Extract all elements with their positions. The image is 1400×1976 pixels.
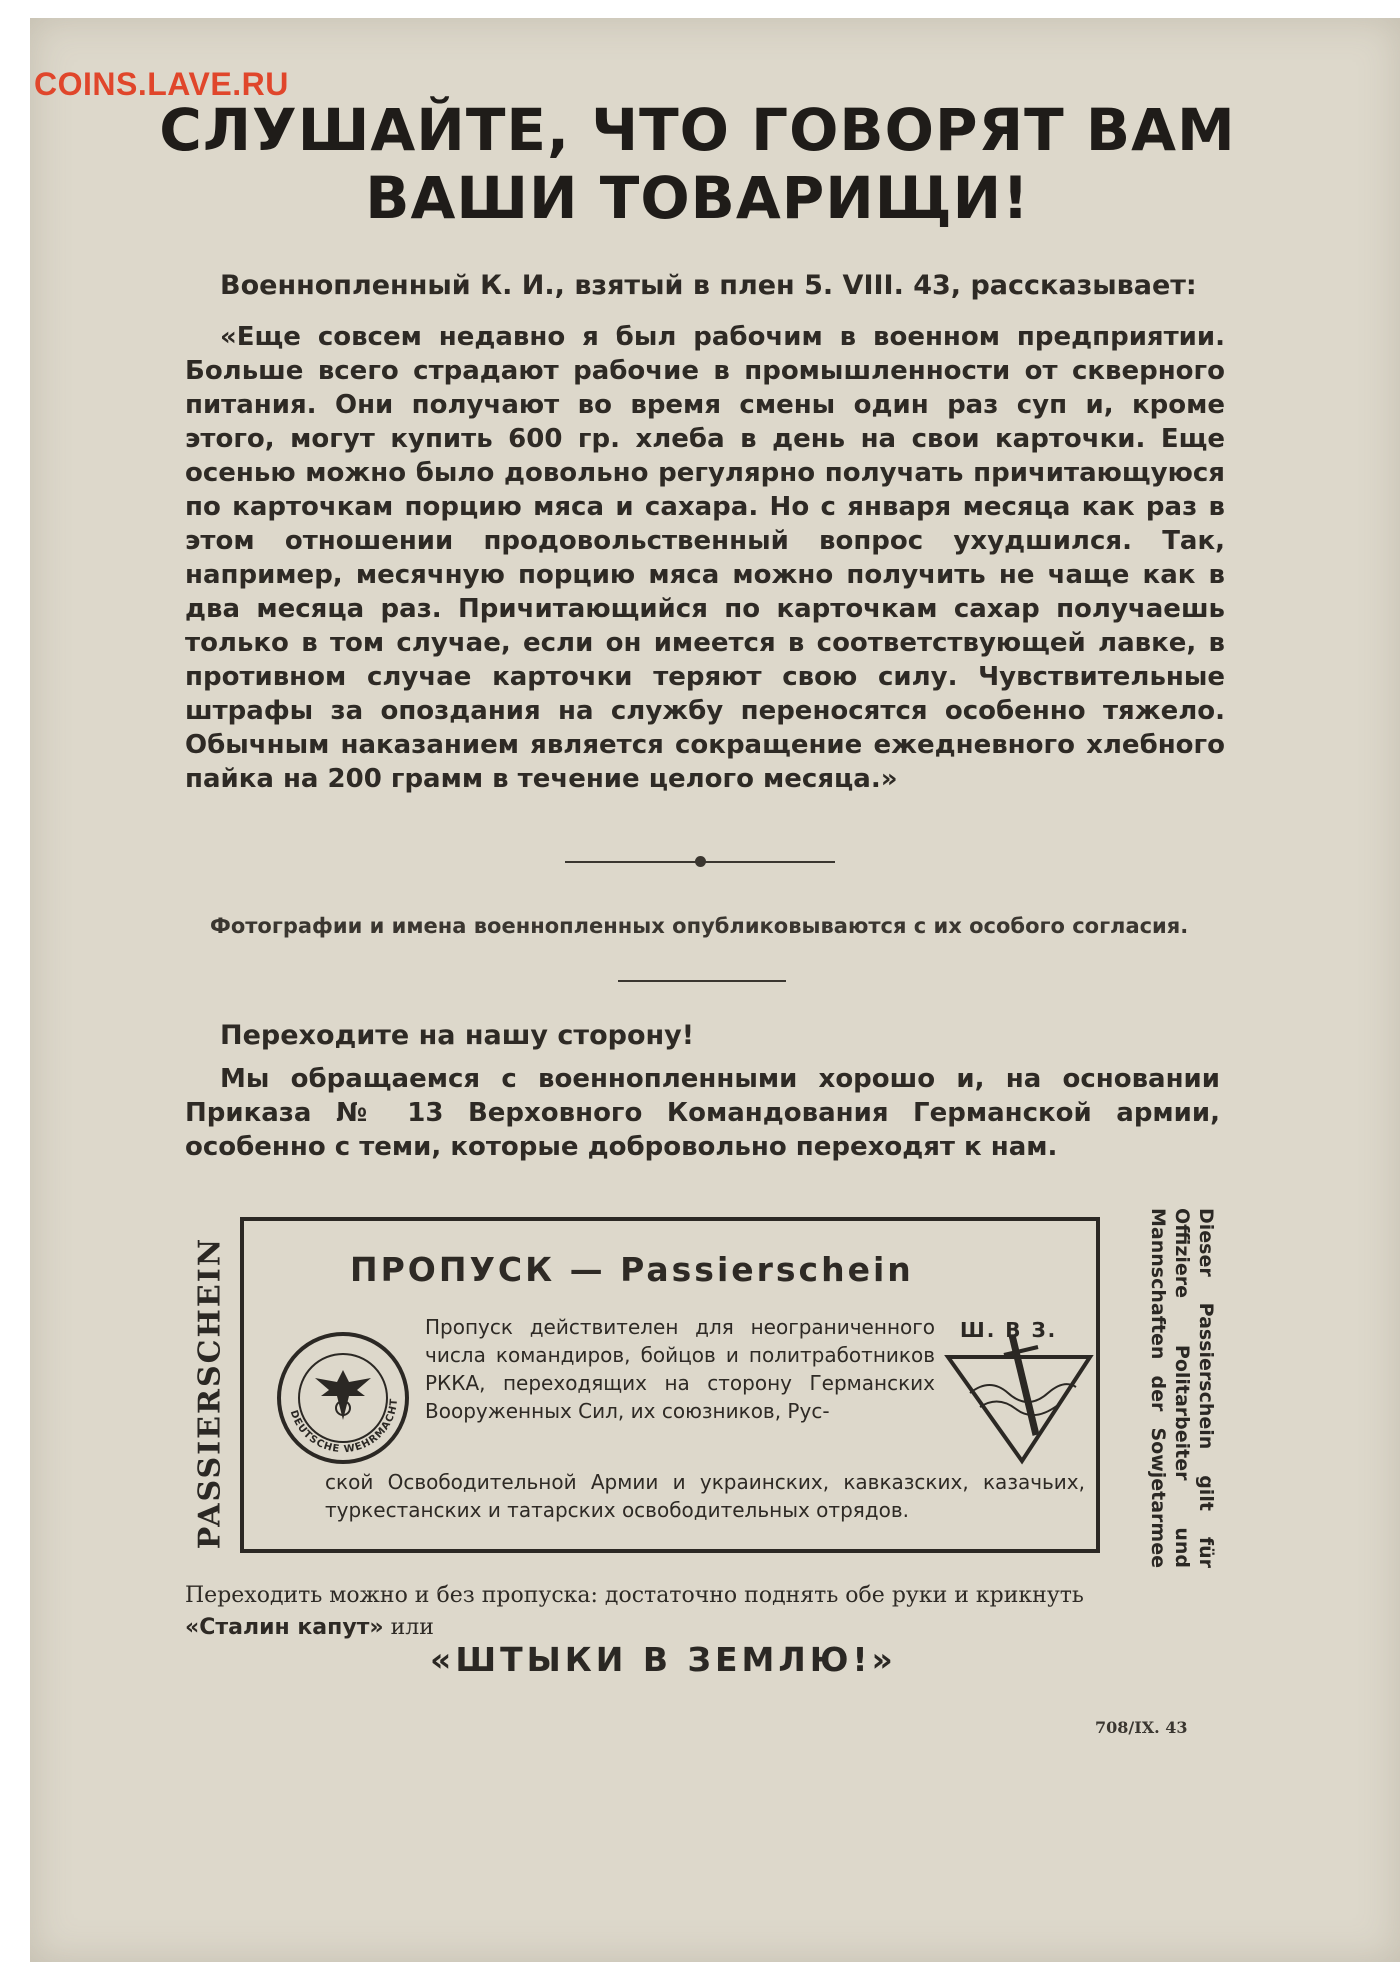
pass-title: ПРОПУСК — Passierschein (350, 1250, 914, 1289)
footer-line-1: Переходить можно и без пропуска: достаточно поднять обе руки и крикнуть (185, 1583, 1084, 1608)
wehrmacht-seal-icon (275, 1330, 411, 1466)
shield-label: Ш. В З. (960, 1318, 1058, 1342)
consent-note: Фотографии и имена военнопленных опубликовываются с их особого согласия. (210, 914, 1189, 938)
pass-side-text-block (1128, 1208, 1218, 1568)
pass-text-upper: Пропуск действителен для неограниченного числа командиров, бойцов и политработников РККА, переходящих на сторону Германских Вооруженных Сил, их союзников, Рус- (425, 1315, 935, 1423)
prisoner-quote: «Еще совсем недавно я был рабочим в военном предприятии. Больше всего страдают рабочие в промышленности от скверного питания. Они получают во время смены один раз суп и, кроме этого, могут купить 600 гр. хлеба в день на свои карточки. Еще осенью можно было довольно регулярно получать причитающуюся по карточкам порцию мяса и сахара. Но с января месяца как раз в этом отношении продовольственный вопрос ухудшился. Так, например, месячную порцию мяса можно получить не чаще как в два месяца раз. Причитающийся по карточкам сахар получаешь только в том случае, если он имеется в соответствующей лавке, в противном случае карточки теряют свою силу. Чувствительные штрафы за опоздания на службу переносятся особенно тяжело. Обычным наказанием является сокращение ежедневного хлебного пайка на 200 грамм в течение целого месяца.» (185, 322, 1225, 794)
stalin-kaput-phrase: «Сталин капут» (185, 1615, 384, 1640)
print-code: 708/IX. 43 (1095, 1718, 1188, 1737)
pass-side-text-line-3: Mannschaften der Sowjetarmee (1147, 1208, 1169, 1568)
pass-side-text-line-2: Offiziere Politarbeiter und (1171, 1208, 1193, 1568)
pass-side-text-right (1128, 1208, 1218, 1568)
headline-line-1: СЛУШАЙТЕ, ЧТО ГОВОРЯТ ВАМ (159, 96, 1236, 164)
footer-line-2-rest: или (383, 1615, 434, 1640)
watermark: COINS.LAVE.RU (34, 66, 289, 102)
pass-text-lower: ской Освободительной Армии и украинских, кавказских, казачьих, туркестанских и татарских освободительных отрядов. (325, 1470, 1085, 1522)
seal-text: DEUTSCHE WEHRMACHT (287, 1397, 401, 1456)
cross-over-body: Мы обращаемся с военнопленными хорошо и, на основании Приказа № 13 Верховного Командования Германской армии, особенно с теми, которые добровольно переходят к нам. (185, 1064, 1220, 1162)
intro-line: Военнопленный К. И., взятый в плен 5. VIII. 43, рассказывает: (220, 270, 1197, 301)
pass-side-text-line-1: Dieser Passierschein gilt für (1195, 1208, 1217, 1568)
headline-line-2: ВАШИ ТОВАРИЩИ! (365, 164, 1030, 232)
divider-dot (695, 856, 706, 867)
footer-instructions (185, 1580, 1225, 1644)
bayonets-slogan: «ШТЫКИ В ЗЕМЛЮ!» (430, 1640, 897, 1679)
cross-over-heading: Переходите на нашу сторону! (220, 1020, 695, 1051)
headline (150, 96, 1245, 232)
pass-side-label-left (185, 1215, 235, 1570)
pass-side-label-text: PASSIERSCHEIN (192, 1236, 228, 1549)
divider-line (618, 980, 786, 982)
